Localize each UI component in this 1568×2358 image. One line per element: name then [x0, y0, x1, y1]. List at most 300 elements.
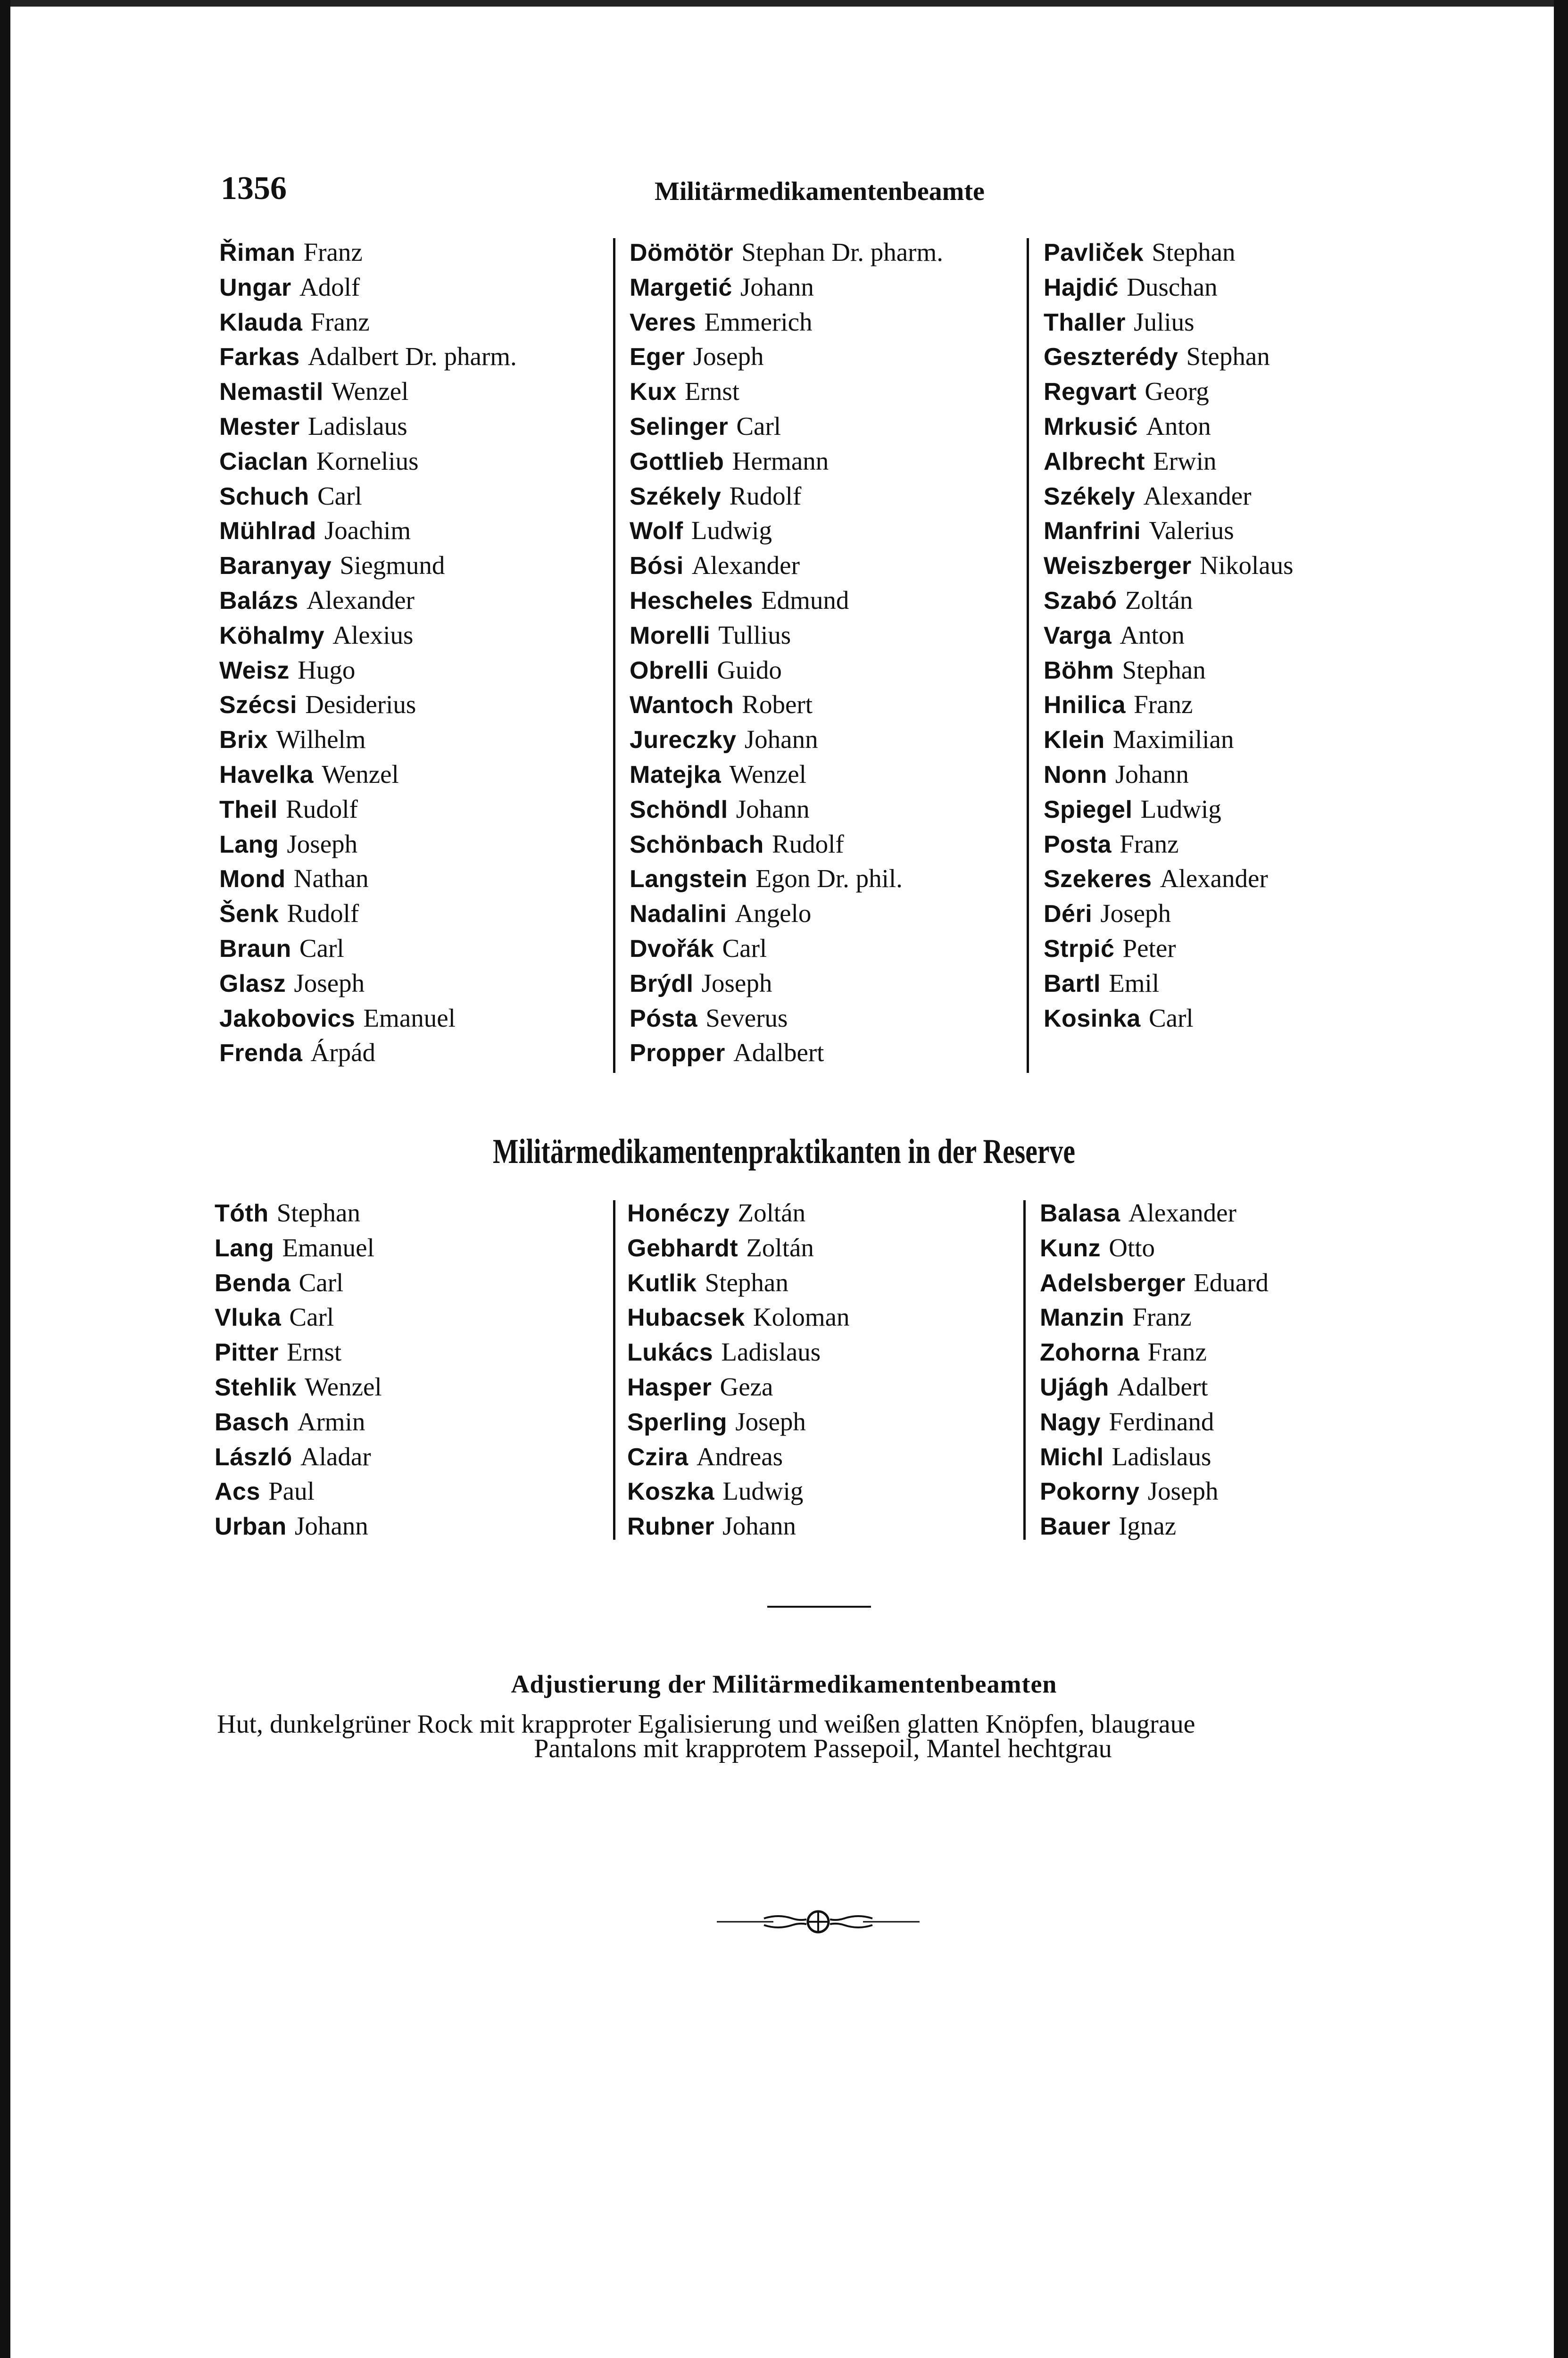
surname: Lang: [215, 1234, 274, 1262]
surname: Strpić: [1044, 935, 1115, 963]
given-name: Wenzel: [331, 377, 409, 406]
name-entry: [1044, 687, 1294, 722]
given-name: Stephan: [276, 1198, 360, 1227]
name-entry: [215, 1196, 382, 1230]
given-name: Paul: [268, 1477, 315, 1506]
surname: Hescheles: [630, 587, 753, 614]
adjustierung-text-line2: Pantalons mit krapprotem Passepoil, Mantel hechtgrau: [534, 1734, 1112, 1763]
given-name: Ladislaus: [721, 1337, 821, 1367]
given-name: Johann: [744, 725, 818, 754]
given-name: Johann: [740, 272, 814, 301]
section1-column-2: [630, 235, 943, 1070]
given-name: Emil: [1109, 968, 1160, 997]
surname: Glasz: [219, 970, 286, 997]
name-entry: [215, 1335, 382, 1370]
surname: Lukács: [627, 1339, 713, 1367]
name-entry: [630, 339, 943, 374]
given-name: Wenzel: [322, 759, 399, 789]
given-name: Stephan: [1152, 238, 1236, 266]
surname: Schuch: [219, 482, 309, 510]
surname: Czira: [627, 1443, 689, 1471]
given-name: Ludwig: [691, 516, 772, 545]
name-entry: [1044, 966, 1294, 1001]
given-name: Franz: [310, 307, 370, 336]
surname: Varga: [1044, 622, 1112, 649]
given-name: Stephan: [1122, 655, 1206, 684]
name-entry: [627, 1509, 850, 1544]
surname: Pavliček: [1044, 239, 1144, 266]
surname: Wantoch: [630, 691, 734, 719]
name-entry: [219, 235, 517, 270]
name-entry: [219, 722, 517, 757]
name-entry: [630, 444, 943, 479]
name-entry: [630, 653, 943, 688]
name-entry: [215, 1370, 382, 1404]
given-name: Tullius: [718, 620, 791, 649]
given-name: Robert: [742, 690, 813, 719]
surname: Albrecht: [1044, 448, 1145, 475]
surname: Mester: [219, 413, 300, 440]
name-entry: [1044, 827, 1294, 862]
surname: Ungar: [219, 274, 291, 301]
name-entry: [630, 966, 943, 1001]
surname: Bartl: [1044, 970, 1101, 997]
surname: Mond: [219, 865, 286, 893]
name-entry: [219, 757, 517, 792]
name-entry: [1040, 1509, 1269, 1544]
surname: Selinger: [630, 413, 729, 440]
given-name: Alexander: [1160, 864, 1268, 893]
section2-column-2: [627, 1196, 850, 1544]
name-entry: [627, 1370, 850, 1404]
section2-column-1: [215, 1196, 382, 1544]
given-name: Alexander: [1143, 481, 1252, 510]
given-name: Franz: [1147, 1337, 1207, 1367]
name-entry: [630, 896, 943, 931]
name-entry: [1044, 653, 1294, 688]
given-name: Duschan: [1127, 272, 1218, 301]
given-name: Ludwig: [722, 1477, 804, 1506]
given-name: Maximilian: [1112, 725, 1234, 754]
surname: Gottlieb: [630, 448, 724, 475]
given-name: Carl: [722, 933, 767, 963]
name-entry: [1044, 861, 1294, 896]
given-name: Aladar: [300, 1442, 371, 1471]
name-entry: [1040, 1474, 1269, 1509]
given-name: Valerius: [1149, 516, 1234, 545]
given-name: Johann: [294, 1511, 368, 1541]
surname: Pokorny: [1040, 1478, 1140, 1506]
given-name: Franz: [1134, 690, 1193, 719]
given-name: Ferdinand: [1109, 1407, 1214, 1436]
surname: Regvart: [1044, 378, 1137, 406]
name-entry: [219, 1001, 517, 1036]
name-entry: [630, 548, 943, 583]
given-name: Adalbert: [1117, 1372, 1208, 1401]
name-entry: [630, 1035, 943, 1070]
given-name: Angelo: [735, 899, 812, 928]
given-name: Alexander: [691, 551, 800, 580]
given-name: Emmerich: [704, 307, 813, 336]
given-name: Eduard: [1194, 1268, 1269, 1297]
given-name: Desiderius: [305, 690, 416, 719]
surname: Margetić: [630, 274, 732, 301]
name-entry: [219, 896, 517, 931]
given-name: Adalbert Dr. pharm.: [307, 342, 517, 371]
given-name: Zoltán: [746, 1233, 814, 1262]
name-entry: [1044, 757, 1294, 792]
given-name: Carl: [299, 933, 344, 963]
name-entry: [630, 409, 943, 444]
surname: Hajdić: [1044, 274, 1119, 301]
surname: Basch: [215, 1408, 290, 1436]
surname: Baranyay: [219, 552, 332, 580]
running-title: Militärmedikamentenbeamte: [655, 177, 985, 206]
name-entry: [219, 687, 517, 722]
given-name: Ludwig: [1140, 794, 1221, 823]
given-name: Hugo: [298, 655, 356, 684]
name-entry: [219, 548, 517, 583]
name-entry: [219, 618, 517, 653]
given-name: Alexius: [332, 620, 414, 649]
surname: Rubner: [627, 1513, 714, 1541]
surname: Wolf: [630, 517, 683, 545]
name-entry: [1044, 792, 1294, 827]
surname: Manfrini: [1044, 517, 1141, 545]
section2-column-3: [1040, 1196, 1269, 1544]
given-name: Franz: [1132, 1303, 1192, 1332]
column-divider: [1023, 1200, 1026, 1540]
name-entry: [1040, 1196, 1269, 1230]
given-name: Wenzel: [729, 759, 806, 789]
given-name: Alexander: [1128, 1198, 1236, 1227]
name-entry: [1044, 618, 1294, 653]
surname: Vluka: [215, 1304, 282, 1332]
name-entry: [1040, 1230, 1269, 1265]
name-entry: [630, 374, 943, 409]
name-entry: [630, 513, 943, 548]
surname: Székely: [1044, 482, 1136, 510]
name-entry: [1044, 513, 1294, 548]
name-entry: [630, 722, 943, 757]
name-entry: [215, 1404, 382, 1439]
given-name: Geza: [720, 1372, 773, 1401]
surname: Bósi: [630, 552, 684, 580]
name-entry: [630, 931, 943, 966]
given-name: Severus: [705, 1003, 788, 1032]
name-entry: [1044, 1001, 1294, 1036]
surname: Tóth: [215, 1200, 269, 1227]
name-entry: [219, 339, 517, 374]
given-name: Johann: [736, 794, 810, 823]
surname: Szécsi: [219, 691, 297, 719]
surname: Kux: [630, 378, 677, 406]
name-entry: [219, 966, 517, 1001]
surname: Nemastil: [219, 378, 324, 406]
given-name: Anton: [1146, 411, 1211, 440]
given-name: Rudolf: [287, 899, 359, 928]
surname: Jureczky: [630, 726, 737, 754]
name-entry: [1040, 1370, 1269, 1404]
given-name: Armin: [297, 1407, 365, 1436]
surname: Mühlrad: [219, 517, 316, 545]
given-name: Ladislaus: [307, 411, 407, 440]
given-name: Ladislaus: [1112, 1442, 1211, 1471]
given-name: Peter: [1122, 933, 1176, 963]
surname: Benda: [215, 1269, 291, 1297]
section-separator-rule: [767, 1606, 871, 1608]
surname: Zohorna: [1040, 1339, 1140, 1367]
name-entry: [1044, 305, 1294, 340]
surname: Schöndl: [630, 796, 728, 823]
name-entry: [1040, 1265, 1269, 1300]
name-entry: [219, 305, 517, 340]
surname: Honéczy: [627, 1200, 730, 1227]
surname: Jakobovics: [219, 1005, 356, 1032]
surname: Weisz: [219, 656, 290, 684]
surname: Déri: [1044, 900, 1093, 928]
surname: Šenk: [219, 900, 279, 928]
surname: Kutlik: [627, 1269, 697, 1297]
given-name: Siegmund: [340, 551, 445, 580]
given-name: Joseph: [1100, 899, 1171, 928]
name-entry: [630, 757, 943, 792]
name-entry: [219, 374, 517, 409]
given-name: Julius: [1134, 307, 1195, 336]
name-entry: [627, 1300, 850, 1335]
given-name: Franz: [303, 238, 363, 266]
surname: Farkas: [219, 343, 300, 371]
name-entry: [630, 861, 943, 896]
name-entry: [215, 1439, 382, 1474]
name-entry: [1044, 583, 1294, 618]
surname: Nadalini: [630, 900, 727, 928]
surname: Székely: [630, 482, 722, 510]
name-entry: [627, 1196, 850, 1230]
given-name: Guido: [717, 655, 782, 684]
surname: Propper: [630, 1039, 725, 1067]
name-entry: [215, 1509, 382, 1544]
surname: Nagy: [1040, 1408, 1101, 1436]
surname: Havelka: [219, 761, 314, 789]
given-name: Ignaz: [1119, 1511, 1177, 1541]
given-name: Edmund: [761, 585, 849, 614]
surname: Obrelli: [630, 656, 709, 684]
surname: Hnilica: [1044, 691, 1126, 719]
given-name: Adolf: [299, 272, 360, 301]
adjustierung-text-line1: Hut, dunkelgrüner Rock mit krapproter Egalisierung und weißen glatten Knöpfen, blaugraue: [217, 1710, 1195, 1739]
surname: Klein: [1044, 726, 1105, 754]
name-entry: [219, 270, 517, 305]
surname: Hasper: [627, 1373, 712, 1401]
surname: Weiszberger: [1044, 552, 1192, 580]
name-entry: [219, 513, 517, 548]
given-name: Stephan Dr. pharm.: [741, 238, 944, 266]
name-entry: [630, 235, 943, 270]
given-name: Kornelius: [316, 446, 419, 475]
given-name: Rudolf: [729, 481, 802, 510]
given-name: Koloman: [753, 1303, 850, 1332]
name-entry: [630, 687, 943, 722]
given-name: Rudolf: [772, 829, 844, 858]
name-entry: [219, 931, 517, 966]
surname: Michl: [1040, 1443, 1104, 1471]
surname: Kosinka: [1044, 1005, 1141, 1032]
name-entry: [1044, 444, 1294, 479]
given-name: Adalbert: [733, 1038, 824, 1067]
scan-border-left: [0, 0, 10, 2358]
name-entry: [219, 1035, 517, 1070]
surname: Thaller: [1044, 308, 1126, 336]
surname: Acs: [215, 1478, 260, 1506]
surname: Mrkusić: [1044, 413, 1138, 440]
surname: Langstein: [630, 865, 748, 893]
name-entry: [630, 479, 943, 514]
name-entry: [215, 1474, 382, 1509]
surname: Eger: [630, 343, 685, 371]
name-entry: [630, 1001, 943, 1036]
surname: Sperling: [627, 1408, 728, 1436]
surname: Köhalmy: [219, 622, 325, 649]
surname: Veres: [630, 308, 697, 336]
scan-border-right: [1554, 0, 1568, 2358]
name-entry: [627, 1474, 850, 1509]
surname: Manzin: [1040, 1304, 1125, 1332]
given-name: Anton: [1120, 620, 1185, 649]
name-entry: [215, 1230, 382, 1265]
given-name: Carl: [289, 1303, 334, 1332]
surname: Frenda: [219, 1039, 303, 1067]
name-entry: [1044, 339, 1294, 374]
surname: Hubacsek: [627, 1304, 745, 1332]
given-name: Joseph: [294, 968, 365, 997]
surname: Morelli: [630, 622, 711, 649]
surname: Posta: [1044, 830, 1112, 858]
surname: Nonn: [1044, 761, 1107, 789]
given-name: Hermann: [732, 446, 829, 475]
name-entry: [627, 1404, 850, 1439]
given-name: Ernst: [684, 377, 740, 406]
given-name: Emanuel: [363, 1003, 456, 1032]
given-name: Johann: [722, 1511, 796, 1541]
name-entry: [219, 409, 517, 444]
name-entry: [1040, 1300, 1269, 1335]
surname: Theil: [219, 796, 278, 823]
given-name: Carl: [1148, 1003, 1194, 1032]
name-entry: [627, 1439, 850, 1474]
given-name: Nathan: [293, 864, 369, 893]
name-entry: [219, 653, 517, 688]
given-name: Wenzel: [305, 1372, 382, 1401]
given-name: Franz: [1120, 829, 1179, 858]
surname: Bauer: [1040, 1513, 1111, 1541]
surname: Řiman: [219, 239, 296, 266]
surname: Szekeres: [1044, 865, 1152, 893]
given-name: Joseph: [693, 342, 764, 371]
surname: Szabó: [1044, 587, 1117, 614]
name-entry: [1044, 409, 1294, 444]
section2-heading: Militärmedikamentenpraktikanten in der Reserve: [493, 1132, 1075, 1171]
name-entry: [1044, 548, 1294, 583]
name-entry: [219, 583, 517, 618]
given-name: Erwin: [1153, 446, 1217, 475]
name-entry: [630, 583, 943, 618]
name-entry: [1044, 722, 1294, 757]
name-entry: [219, 861, 517, 896]
given-name: Stephan: [1186, 342, 1270, 371]
surname: Balasa: [1040, 1200, 1120, 1227]
name-entry: [630, 270, 943, 305]
given-name: Wilhelm: [276, 725, 366, 754]
surname: Pitter: [215, 1339, 279, 1367]
surname: Brýdl: [630, 970, 694, 997]
name-entry: [1044, 931, 1294, 966]
given-name: Rudolf: [286, 794, 358, 823]
adjustierung-text: [217, 1712, 1429, 1761]
given-name: Árpád: [310, 1038, 375, 1067]
given-name: Joachim: [324, 516, 411, 545]
given-name: Zoltán: [1125, 585, 1193, 614]
surname: Böhm: [1044, 656, 1114, 684]
given-name: Egon Dr. phil.: [755, 864, 903, 893]
column-divider: [613, 1200, 615, 1540]
given-name: Joseph: [1147, 1477, 1219, 1506]
name-entry: [1040, 1335, 1269, 1370]
ornament-divider-icon: [717, 1905, 920, 1938]
adjustierung-heading: Adjustierung der Militärmedikamentenbeamten: [511, 1670, 1057, 1698]
name-entry: [1044, 235, 1294, 270]
name-entry: [630, 305, 943, 340]
section1-column-3: [1044, 235, 1294, 1035]
name-entry: [215, 1300, 382, 1335]
name-entry: [627, 1230, 850, 1265]
surname: Matejka: [630, 761, 722, 789]
name-entry: [1044, 374, 1294, 409]
surname: Lang: [219, 830, 279, 858]
surname: Dömötör: [630, 239, 734, 266]
surname: Stehlik: [215, 1373, 297, 1401]
name-entry: [630, 827, 943, 862]
page-header: [221, 170, 1324, 212]
name-entry: [627, 1335, 850, 1370]
given-name: Joseph: [735, 1407, 806, 1436]
name-entry: [627, 1265, 850, 1300]
name-entry: [215, 1265, 382, 1300]
column-divider: [613, 238, 615, 1073]
surname: Schönbach: [630, 830, 764, 858]
given-name: Carl: [736, 411, 781, 440]
surname: Ciaclan: [219, 448, 308, 475]
name-entry: [1040, 1404, 1269, 1439]
surname: Urban: [215, 1513, 287, 1541]
name-entry: [219, 792, 517, 827]
name-entry: [219, 827, 517, 862]
surname: Klauda: [219, 308, 303, 336]
name-entry: [630, 792, 943, 827]
surname: Braun: [219, 935, 291, 963]
surname: Balázs: [219, 587, 299, 614]
given-name: Otto: [1109, 1233, 1155, 1262]
given-name: Emanuel: [282, 1233, 374, 1262]
name-entry: [630, 618, 943, 653]
surname: Koszka: [627, 1478, 715, 1506]
given-name: Alexander: [306, 585, 415, 614]
name-entry: [1040, 1439, 1269, 1474]
surname: Kunz: [1040, 1234, 1101, 1262]
given-name: Joseph: [701, 968, 772, 997]
given-name: Joseph: [287, 829, 358, 858]
name-entry: [1044, 270, 1294, 305]
